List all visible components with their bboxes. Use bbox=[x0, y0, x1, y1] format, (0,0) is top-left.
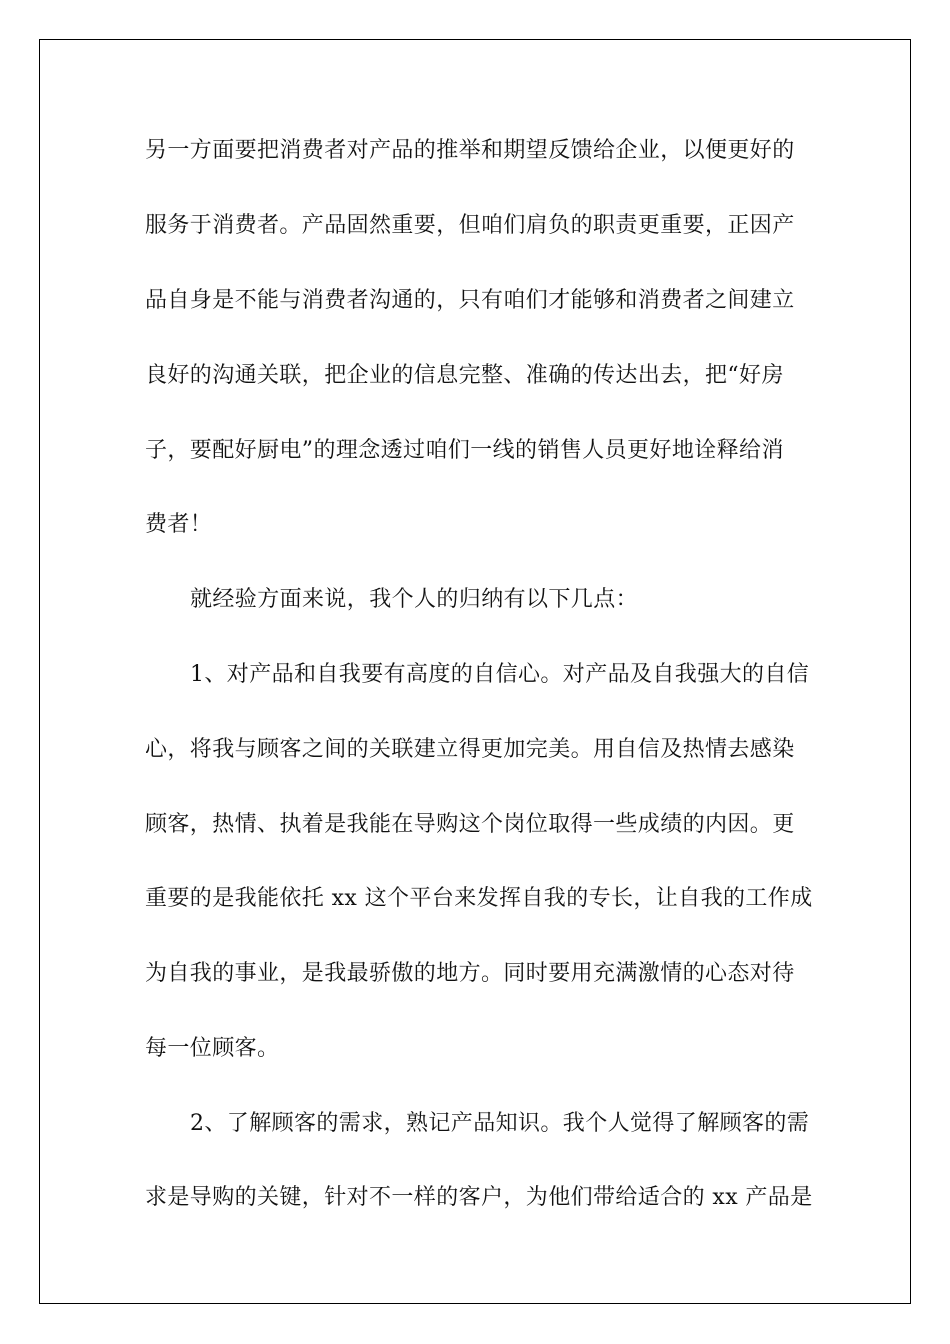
paragraph-line: 顾客，热情、执着是我能在导购这个岗位取得一些成绩的内因。更 bbox=[145, 812, 795, 837]
paragraph-line: 另一方面要把消费者对产品的推举和期望反馈给企业，以便更好的 bbox=[145, 138, 795, 163]
paragraph-line: 良好的沟通关联，把企业的信息完整、准确的传达出去，把“好房 bbox=[145, 363, 784, 388]
paragraph-line: 为自我的事业，是我最骄傲的地方。同时要用充满激情的心态对待 bbox=[145, 961, 795, 986]
paragraph-line: 子，要配好厨电”的理念透过咱们一线的销售人员更好地诠释给消 bbox=[145, 438, 784, 463]
paragraph-line: 求是导购的关键，针对不一样的客户，为他们带给适合的 xx 产品是 bbox=[145, 1185, 813, 1210]
paragraph-line: 每一位顾客。 bbox=[145, 1036, 280, 1061]
paragraph-line: 服务于消费者。产品固然重要，但咱们肩负的职责更重要，正因产 bbox=[145, 213, 795, 238]
paragraph-line: 1、对产品和自我要有高度的自信心。对产品及自我强大的自信 bbox=[190, 662, 810, 687]
paragraph-line: 就经验方面来说，我个人的归纳有以下几点： bbox=[190, 587, 639, 612]
paragraph-line: 2、了解顾客的需求，熟记产品知识。我个人觉得了解顾客的需 bbox=[190, 1111, 810, 1136]
paragraph-line: 心，将我与顾客之间的关联建立得更加完美。用自信及热情去感染 bbox=[145, 737, 795, 762]
paragraph-line: 费者！ bbox=[145, 512, 213, 537]
paragraph-line: 品自身是不能与消费者沟通的，只有咱们才能够和消费者之间建立 bbox=[145, 288, 795, 313]
paragraph-line: 重要的是我能依托 xx 这个平台来发挥自我的专长，让自我的工作成 bbox=[145, 886, 813, 911]
